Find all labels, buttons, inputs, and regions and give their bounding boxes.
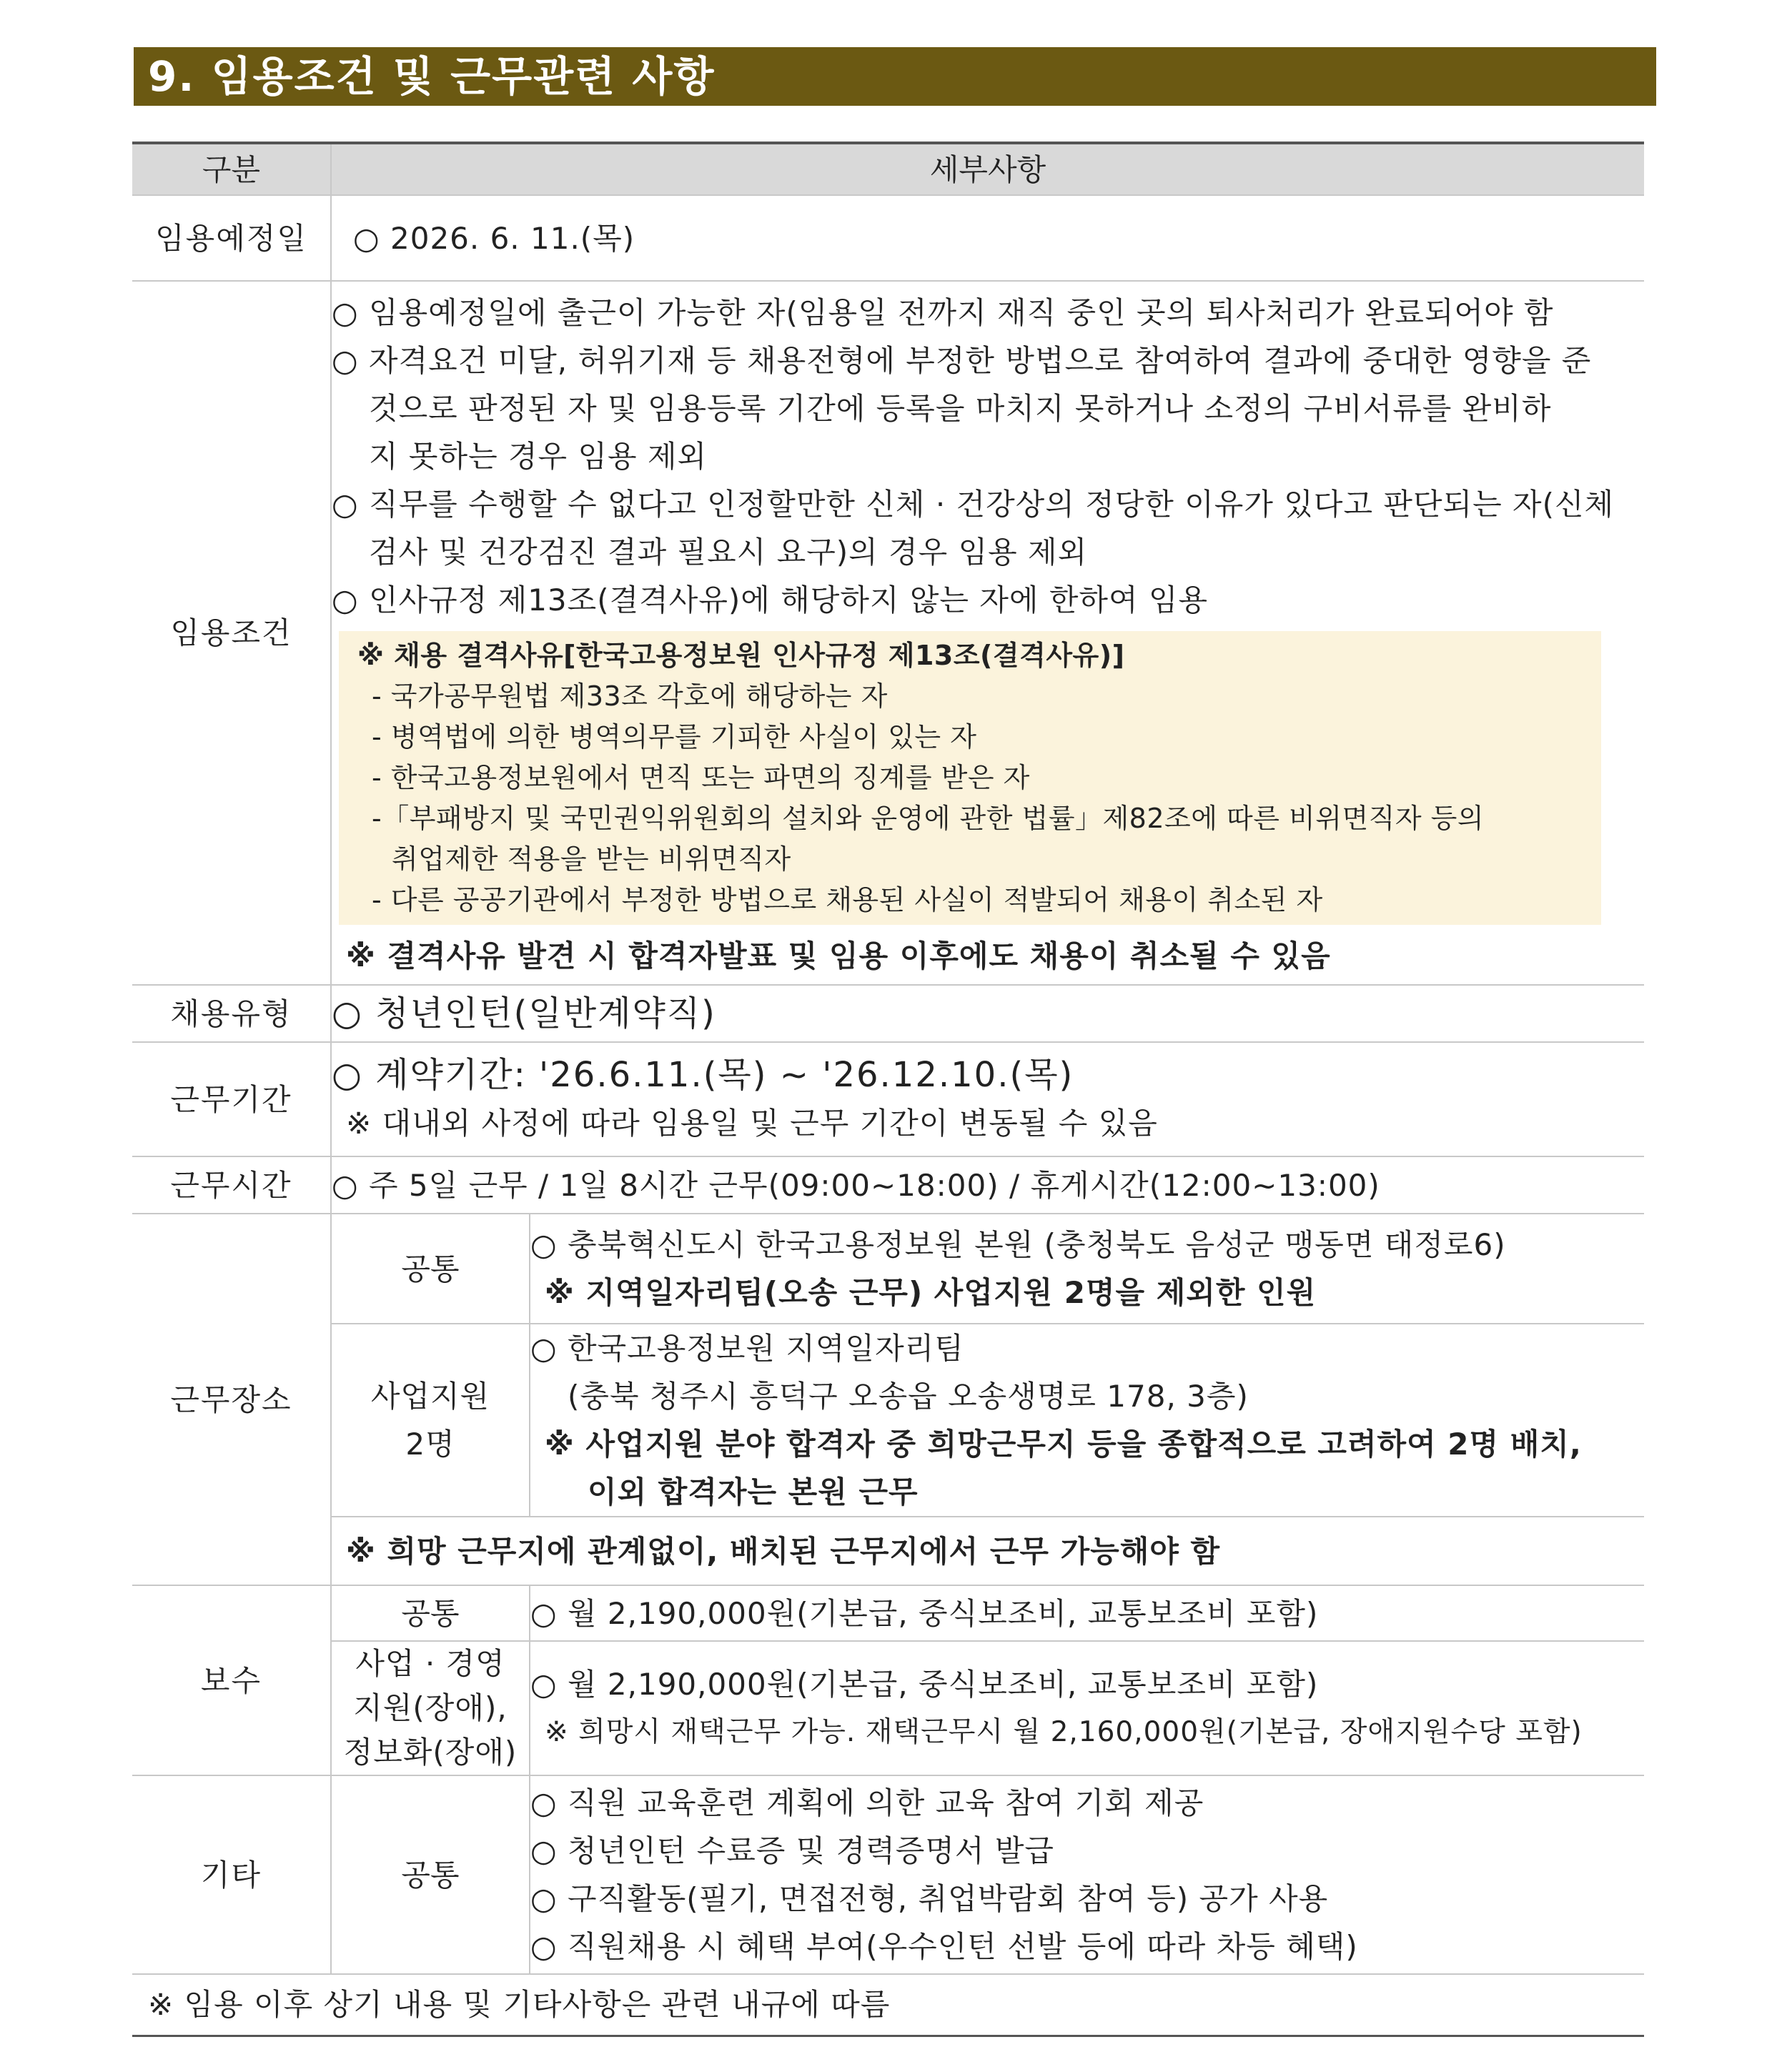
employment-type-value: ○ 청년인턴(일반계약직)	[332, 993, 716, 1033]
condition-line: 것으로 판정된 자 및 임용등록 기간에 등록을 마치지 못하거나 소정의 구비서류를 완비하	[369, 391, 1552, 426]
row-work-place-common	[132, 1214, 1644, 1324]
label-work-place: 근무장소	[132, 1214, 331, 1585]
etc-line: ○ 직원 교육훈련 계획에 의한 교육 참여 기회 제공	[530, 1785, 1204, 1820]
row-pay-common	[132, 1585, 1644, 1641]
work-place-common-note: ※ 지역일자리팀(오송 근무) 사업지원 2명을 제외한 인원	[545, 1275, 1317, 1310]
disqualification-title: ※ 채용 결격사유[한국고용정보원 인사규정 제13조(결격사유)]	[357, 640, 1125, 671]
header-details: 세부사항	[331, 143, 1644, 195]
disqualification-item: 취업제한 적용을 받는 비위면직자	[392, 843, 791, 875]
etc-sub-label: 공통	[331, 1775, 530, 1974]
header-category: 구분	[132, 143, 331, 195]
disqualification-item: - 한국고용정보원에서 면직 또는 파면의 징계를 받은 자	[372, 762, 1030, 793]
label-employment-type: 채용유형	[132, 985, 331, 1042]
row-work-place-support	[132, 1324, 1644, 1517]
footer-note: ※ 임용 이후 상기 내용 및 기타사항은 관련 내규에 따름	[148, 1987, 891, 2023]
work-place-support-note-cont: 이외 합격자는 본원 근무	[588, 1474, 919, 1510]
condition-line: 검사 및 건강검진 결과 필요시 요구)의 경우 임용 제외	[369, 535, 1088, 570]
row-work-hours	[132, 1156, 1644, 1214]
row-pay-special	[132, 1641, 1644, 1775]
pay-special-value: ○ 월 2,190,000원(기본급, 중식보조비, 교통보조비 포함)	[530, 1667, 1319, 1702]
row-footer-note	[132, 1974, 1644, 2036]
label-etc: 기타	[132, 1775, 331, 1974]
disqualification-box	[339, 631, 1601, 925]
disqualification-item: -「부패방지 및 국민권익위원회의 설치와 운영에 관한 법률」제82조에 따른 비위면직자 등의	[372, 803, 1485, 834]
row-conditions	[132, 281, 1644, 985]
disqualification-item: - 병역법에 의한 병역의무를 기피한 사실이 있는 자	[372, 721, 977, 753]
work-place-support-line: ○ 한국고용정보원 지역일자리팀	[530, 1331, 964, 1366]
employment-conditions-table	[132, 142, 1644, 2037]
work-period-note: ※ 대내외 사정에 따라 임용일 및 근무 기간이 변동될 수 있음	[346, 1106, 1158, 1141]
label-pay: 보수	[132, 1585, 331, 1775]
work-place-common-line: ○ 충북혁신도시 한국고용정보원 본원 (충청북도 음성군 맹동면 태정로6)	[530, 1227, 1506, 1262]
work-place-support-note: ※ 사업지원 분야 합격자 중 희망근무지 등을 종합적으로 고려하여 2명 배치,	[545, 1427, 1582, 1462]
label-work-period: 근무기간	[132, 1042, 331, 1156]
work-place-support-count: 2명	[405, 1427, 455, 1462]
pay-common-value: ○ 월 2,190,000원(기본급, 중식보조비, 교통보조비 포함)	[530, 1595, 1319, 1631]
pay-special-label: 지원(장애),	[353, 1690, 508, 1725]
condition-line: ○ 인사규정 제13조(결격사유)에 해당하지 않는 자에 한하여 임용	[332, 583, 1209, 618]
label-conditions: 임용조건	[132, 281, 331, 985]
row-etc	[132, 1775, 1644, 1974]
row-appointment-date	[132, 195, 1644, 281]
work-place-support-address: (충북 청주시 흥덕구 오송읍 오송생명로 178, 3층)	[568, 1379, 1249, 1414]
etc-line: ○ 구직활동(필기, 면접전형, 취업박람회 참여 등) 공가 사용	[530, 1881, 1329, 1916]
table-header-row	[132, 143, 1644, 195]
row-work-period	[132, 1042, 1644, 1156]
condition-line: ○ 직무를 수행할 수 없다고 인정할만한 신체 · 건강상의 정당한 이유가 있다고 판단되는 자(신체	[332, 487, 1615, 522]
work-place-support-label: 사업지원	[370, 1379, 490, 1414]
pay-special-label: 정보화(장애)	[343, 1735, 518, 1770]
work-place-common-label: 공통	[331, 1214, 530, 1324]
disqualification-item: - 다른 공공기관에서 부정한 방법으로 채용된 사실이 적발되어 채용이 취소된 자	[372, 884, 1323, 916]
pay-common-label: 공통	[331, 1585, 530, 1641]
section-title: 9. 임용조건 및 근무관련 사항	[134, 47, 1656, 106]
condition-line: 지 못하는 경우 임용 제외	[369, 439, 708, 474]
work-period-value: ○ 계약기간: '26.6.11.(목) ~ '26.12.10.(목)	[332, 1055, 1074, 1095]
work-hours-value: ○ 주 5일 근무 / 1일 8시간 근무(09:00~18:00) / 휴게시간(12:00~13:00)	[332, 1167, 1380, 1203]
appointment-date-value: ○ 2026. 6. 11.(목)	[353, 220, 635, 256]
row-employment-type	[132, 985, 1644, 1042]
etc-line: ○ 청년인턴 수료증 및 경력증명서 발급	[530, 1833, 1054, 1868]
work-place-footer-note: ※ 희망 근무지에 관계없이, 배치된 근무지에서 근무 가능해야 함	[346, 1533, 1221, 1569]
condition-line: ○ 임용예정일에 출근이 가능한 자(임용일 전까지 재직 중인 곳의 퇴사처리가 완료되어야 함	[332, 295, 1554, 330]
etc-line: ○ 직원채용 시 혜택 부여(우수인턴 선발 등에 따라 차등 혜택)	[530, 1929, 1358, 1964]
pay-special-note: ※ 희망시 재택근무 가능. 재택근무시 월 2,160,000원(기본급, 장애지원수당 포함)	[545, 1716, 1583, 1748]
disqualification-note: ※ 결격사유 발견 시 합격자발표 및 임용 이후에도 채용이 취소될 수 있음	[346, 938, 1331, 973]
label-appointment-date: 임용예정일	[132, 195, 331, 281]
row-work-place-footer	[132, 1517, 1644, 1585]
label-work-hours: 근무시간	[132, 1156, 331, 1214]
disqualification-item: - 국가공무원법 제33조 각호에 해당하는 자	[372, 680, 888, 712]
pay-special-label: 사업 · 경영	[355, 1646, 505, 1681]
condition-line: ○ 자격요건 미달, 허위기재 등 채용전형에 부정한 방법으로 참여하여 결과에 중대한 영향을 준	[332, 343, 1592, 378]
